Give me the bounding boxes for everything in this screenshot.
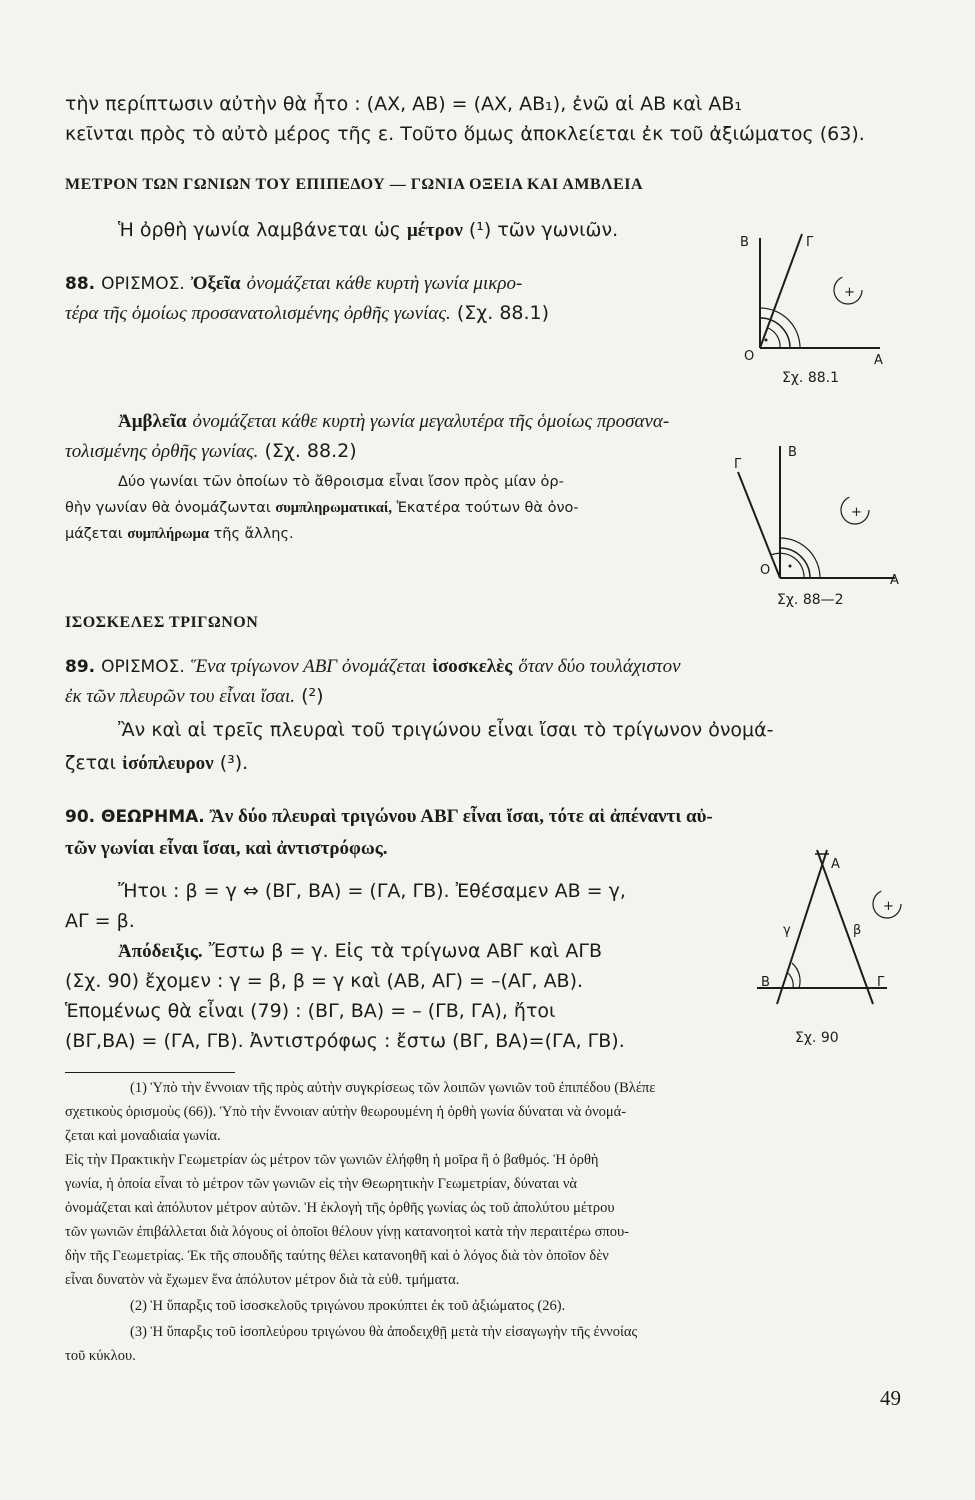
- svg-text:Γ: Γ: [734, 457, 742, 472]
- svg-text:Ο: Ο: [744, 349, 755, 364]
- svg-text:Α: Α: [890, 573, 899, 588]
- figure-caption: Σχ. 90: [795, 1030, 839, 1046]
- footnote-line: τῶν γωνιῶν ἐπιβάλλεται διὰ λόγους οἱ ὁποῖοι θέλουν γίνῃ κατανοητοὶ κατὰ τὴν περαιτέρω σπου-: [65, 1224, 629, 1240]
- text-line: Ἀπόδειξις. Ἔστω β = γ. Εἰς τὰ τρίγωνα ΑΒΓ καὶ ΑΓΒ: [118, 940, 602, 962]
- figure-caption: Σχ. 88—2: [777, 592, 844, 608]
- footnote-line: σχετικοὺς ὁρισμοὺς (66)). Ὑπὸ τὴν ἔννοιαν αὐτὴν θεωρουμένη ἡ ὀρθὴ γωνία δύναται νὰ ὀνομά-: [65, 1104, 627, 1120]
- figure-90: [755, 842, 925, 1052]
- svg-text:Α: Α: [831, 857, 840, 872]
- footnote-line: εἶναι δυνατὸν νὰ ἔχωμεν ἕνα ἀπόλυτον μέτρον διὰ τὰ εὐθ. τμήματα.: [65, 1272, 460, 1288]
- footnote-line: τοῦ κύκλου.: [65, 1348, 136, 1364]
- text-line: ζεται ἰσόπλευρον (³).: [65, 752, 249, 774]
- section-heading: ΜΕΤΡΟΝ ΤΩΝ ΓΩΝΙΩΝ ΤΟΥ ΕΠΙΠΕΔΟΥ — ΓΩΝΙΑ ΟΞΕΙΑ ΚΑΙ ΑΜΒΛΕΙΑ: [65, 176, 644, 193]
- svg-text:Ο: Ο: [760, 563, 771, 578]
- svg-text:Α: Α: [874, 353, 883, 368]
- text-line: θὴν γωνίαν θὰ ὀνομάζωνται συμπληρωματικαί, Ἑκατέρα τούτων θὰ ὀνο-: [65, 500, 579, 516]
- definition-obtuse: Ἀμβλεῖα ὀνομάζεται κάθε κυρτὴ γωνία μεγαλυτέρα τῆς ὁμοίως προσανα-: [118, 411, 670, 432]
- definition-89: 89. ΟΡΙΣΜΟΣ. Ἕνα τρίγωνον ΑΒΓ ὀνομάζεται ἰσοσκελὲς ὅταν δύο τουλάχιστον: [65, 656, 681, 677]
- footnote-rule: [65, 1072, 235, 1073]
- definition-88: 88. ΟΡΙΣΜΟΣ. Ὀξεῖα ὀνομάζεται κάθε κυρτὴ γωνία μικρο-: [65, 273, 523, 294]
- svg-text:Γ: Γ: [877, 975, 885, 990]
- text-line: Δύο γωνίαι τῶν ὁποίων τὸ ἄθροισμα εἶναι ἴσον πρὸς μίαν ὀρ-: [118, 474, 564, 490]
- footnote-line: δὴν τῆς Γεωμετρίας. Ἐκ τῆς σπουδῆς ταύτης θέλει κατανοηθῆ καὶ ὁ λόγος διὰ τὸν ὁποῖον δὲν: [65, 1248, 609, 1264]
- text-line: (Σχ. 90) ἔχομεν : γ = β, β = γ καὶ (ΑΒ, ΑΓ) = –(ΑΓ, ΑΒ).: [65, 970, 584, 992]
- text-line: μάζεται συμπλήρωμα τῆς ἄλλης.: [65, 526, 294, 542]
- svg-text:γ: γ: [783, 923, 791, 938]
- right-angle-arc: [780, 548, 810, 578]
- text-line: Ἤτοι : β = γ ⇔ (ΒΓ, ΒΑ) = (ΓΑ, ΓΒ). Ἐθέσαμεν ΑΒ = γ,: [118, 880, 626, 902]
- acute-arc: [768, 328, 780, 348]
- figure-88-1: [720, 230, 920, 390]
- footnote-line: γωνία, ἡ ὁποία εἶναι τὸ μέτρον τῶν γωνιῶν εἰς τὴν Θεωρητικὴν Γεωμετρίαν, δύναται νὰ: [65, 1176, 578, 1192]
- svg-text:+: +: [844, 285, 855, 300]
- footnote-2: (2) Ἡ ὕπαρξις τοῦ ἰσοσκελοῦς τριγώνου προκύπτει ἐκ τοῦ ἀξιώματος (26).: [130, 1298, 566, 1314]
- angle-b-arc: [788, 973, 793, 988]
- svg-text:Β: Β: [761, 975, 770, 990]
- footnote-1: (1) Ὑπὸ τὴν ἔννοιαν τῆς πρὸς αὐτὴν συγκρίσεως τῶν λοιπῶν γωνιῶν τοῦ ἐπιπέδου (Βλέπε: [130, 1080, 656, 1096]
- text-line: Ἡ ὀρθὴ γωνία λαμβάνεται ὡς μέτρον (¹) τῶν γωνιῶν.: [118, 219, 619, 241]
- page-number: 49: [880, 1386, 901, 1410]
- side-ag: [817, 850, 873, 1004]
- text-line: (ΒΓ,ΒΑ) = (ΓΑ, ΓΒ). Ἀντιστρόφως : ἔστω (ΒΓ, ΒΑ)=(ΓΑ, ΓΒ).: [65, 1030, 625, 1052]
- footnote-line: ζεται καὶ μοναδιαία γωνία.: [65, 1128, 221, 1144]
- text-line: Ἑπομένως θὰ εἶναι (79) : (ΒΓ, ΒΑ) = – (ΓΒ, ΓΑ), ἤτοι: [65, 1000, 556, 1022]
- definition-88-cont: τέρα τῆς ὁμοίως προσανατολισμένης ὀρθῆς γωνίας. (Σχ. 88.1): [65, 302, 550, 324]
- svg-text:β: β: [853, 923, 862, 938]
- text-line: κεῖνται πρὸς τὸ αὐτὸ μέρος τῆς ε. Τοῦτο ὅμως ἀποκλείεται ἐκ τοῦ ἀξιώματος (63).: [65, 123, 865, 145]
- footnote-line: ὀνομάζεται καὶ ἀπόλυτον μέτρον αὐτῶν. Ἡ ἐκλογὴ τῆς ὀρθῆς γωνίας ὡς τοῦ ἀπολύτου μέτρου: [65, 1200, 615, 1216]
- section-heading: ΙΣΟΣΚΕΛΕΣ ΤΡΙΓΩΝΟΝ: [65, 614, 259, 631]
- footnote-3: (3) Ἡ ὕπαρξις τοῦ ἰσοπλεύρου τριγώνου θὰ ἀποδειχθῇ μετὰ τὴν εἰσαγωγὴν τῆς ἐννοίας: [130, 1324, 638, 1340]
- svg-text:Β: Β: [788, 445, 797, 460]
- svg-text:+: +: [851, 505, 862, 520]
- figure-caption: Σχ. 88.1: [782, 370, 840, 386]
- svg-text:+: +: [883, 899, 894, 914]
- svg-text:Β: Β: [740, 235, 749, 250]
- definition-obtuse-cont: τολισμένης ὀρθῆς γωνίας. (Σχ. 88.2): [65, 440, 357, 462]
- theorem-90-cont: τῶν γωνίαι εἶναι ἴσαι, καὶ ἀντιστρόφως.: [65, 838, 388, 859]
- footnote-line: Εἰς τὴν Πρακτικὴν Γεωμετρίαν ὡς μέτρον τῶν γωνιῶν ἐλήφθη ἡ μοῖρα ἢ ὁ βαθμός. Ἡ ὀρθὴ: [65, 1152, 599, 1168]
- text-line: Ἂν καὶ αἱ τρεῖς πλευραὶ τοῦ τριγώνου εἶναι ἴσαι τὸ τρίγωνον ὀνομά-: [118, 719, 774, 741]
- theorem-90: 90. ΘΕΩΡΗΜΑ. Ἂν δύο πλευραὶ τριγώνου ΑΒΓ εἶναι ἴσαι, τότε αἱ ἀπέναντι αὐ-: [65, 806, 713, 827]
- definition-89-cont: ἐκ τῶν πλευρῶν του εἶναι ἴσαι. (²): [65, 685, 324, 707]
- figure-88-2: [730, 438, 920, 613]
- ray-og: [738, 472, 780, 578]
- text-line: τὴν περίπτωσιν αὐτὴν θὰ ἦτο : (ΑΧ, ΑΒ) = (ΑΧ, ΑΒ₁), ἐνῶ αἱ ΑΒ καὶ ΑΒ₁: [65, 93, 743, 115]
- svg-text:Γ: Γ: [806, 235, 814, 250]
- text-line: ΑΓ = β.: [65, 910, 135, 932]
